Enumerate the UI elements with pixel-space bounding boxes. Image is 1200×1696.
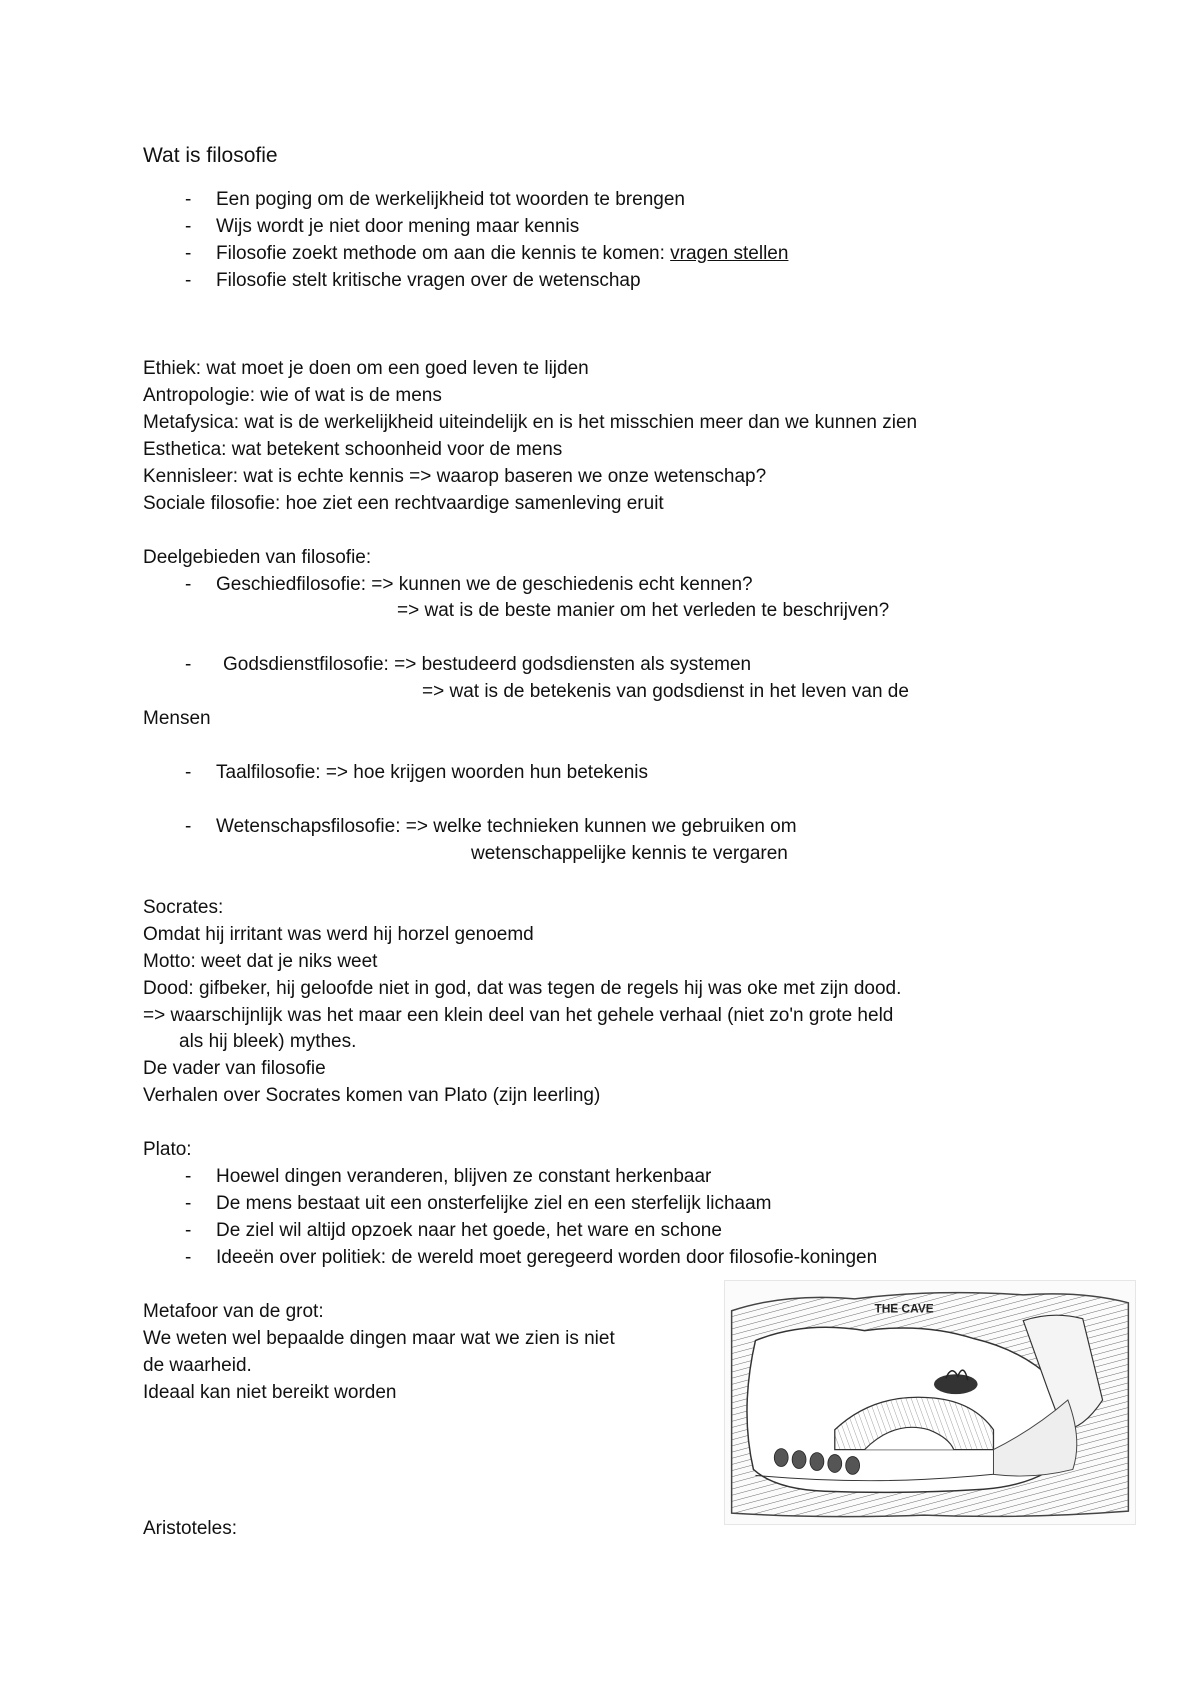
intro-bullet-text: Filosofie zoekt methode om aan die kennis te komen:	[216, 243, 671, 264]
branch-line: Metafysica: wat is de werkelijkheid uiteindelijk en is het misschien meer dan we kunnen zien	[143, 412, 918, 433]
deelgebied-line: Wetenschapsfilosofie: => welke technieken kunnen we gebruiken om	[216, 816, 797, 837]
socrates-line: De vader van filosofie	[143, 1058, 326, 1079]
branch-line: Antropologie: wie of wat is de mens	[143, 385, 442, 406]
deelgebied-line: Mensen	[143, 708, 211, 729]
intro-bullet: Wijs wordt je niet door mening maar kennis	[216, 216, 580, 237]
cave-illustration-icon	[724, 1280, 1136, 1525]
bullet-dash: -	[185, 574, 192, 595]
section-heading: Socrates:	[143, 897, 224, 918]
deelgebied-line: Godsdienstfilosofie: => bestudeerd godsdiensten als systemen	[223, 654, 752, 675]
grot-line: We weten wel bepaalde dingen maar wat we zien is niet	[143, 1328, 615, 1349]
socrates-line: Motto: weet dat je niks weet	[143, 951, 378, 972]
bullet-dash: -	[185, 216, 192, 237]
section-heading: Metafoor van de grot:	[143, 1301, 324, 1322]
bullet-dash: -	[185, 816, 192, 837]
deelgebied-line: Taalfilosofie: => hoe krijgen woorden hun betekenis	[216, 762, 649, 783]
grot-line: de waarheid.	[143, 1355, 252, 1376]
deelgebied-line: Geschiedfilosofie: => kunnen we de geschiedenis echt kennen?	[216, 574, 753, 595]
bullet-dash: -	[185, 1193, 192, 1214]
socrates-line: Verhalen over Socrates komen van Plato (zijn leerling)	[143, 1085, 601, 1106]
bullet-dash: -	[185, 270, 192, 291]
intro-bullet: Filosofie stelt kritische vragen over de wetenschap	[216, 270, 641, 291]
fire-shape	[934, 1374, 978, 1394]
bullet-dash: -	[185, 1220, 192, 1241]
section-heading: Deelgebieden van filosofie:	[143, 547, 372, 568]
socrates-line: Omdat hij irritant was werd hij horzel genoemd	[143, 924, 534, 945]
deelgebied-line: => wat is de beste manier om het verleden te beschrijven?	[397, 600, 890, 621]
branch-line: Sociale filosofie: hoe ziet een rechtvaardige samenleving eruit	[143, 493, 664, 514]
bullet-dash: -	[185, 1247, 192, 1268]
section-heading: Aristoteles:	[143, 1518, 237, 1539]
section-heading: Plato:	[143, 1139, 192, 1160]
underlined-phrase: vragen stellen	[670, 243, 789, 264]
plato-bullet: Ideeën over politiek: de wereld moet geregeerd worden door filosofie-koningen	[216, 1247, 878, 1268]
cave-drawing	[725, 1281, 1135, 1524]
plato-bullet: De ziel wil altijd opzoek naar het goede, het ware en schone	[216, 1220, 722, 1241]
bullet-dash: -	[185, 1166, 192, 1187]
cave-label: THE CAVE	[874, 1301, 934, 1316]
deelgebied-line: => wat is de betekenis van godsdienst in het leven van de	[422, 681, 909, 702]
bullet-dash: -	[185, 189, 192, 210]
bullet-dash: -	[185, 762, 192, 783]
plato-bullet: De mens bestaat uit een onsterfelijke ziel en een sterfelijk lichaam	[216, 1193, 772, 1214]
intro-bullet: Een poging om de werkelijkheid tot woorden te brengen	[216, 189, 685, 210]
bullet-dash: -	[185, 243, 192, 264]
intro-bullet	[216, 242, 788, 266]
branch-line: Ethiek: wat moet je doen om een goed leven te lijden	[143, 358, 589, 379]
branch-line: Kennisleer: wat is echte kennis => waarop baseren we onze wetenschap?	[143, 466, 767, 487]
grot-line: Ideaal kan niet bereikt worden	[143, 1382, 397, 1403]
socrates-line: als hij bleek) mythes.	[179, 1031, 357, 1052]
bullet-dash: -	[185, 654, 192, 675]
socrates-line: Dood: gifbeker, hij geloofde niet in god, dat was tegen de regels hij was oke met zijn dood.	[143, 978, 902, 999]
deelgebied-line: wetenschappelijke kennis te vergaren	[471, 843, 788, 864]
socrates-line: => waarschijnlijk was het maar een klein deel van het gehele verhaal (niet zo'n grote held	[143, 1005, 894, 1026]
page-title: Wat is filosofie	[143, 144, 278, 167]
plato-bullet: Hoewel dingen veranderen, blijven ze constant herkenbaar	[216, 1166, 712, 1187]
branch-line: Esthetica: wat betekent schoonheid voor de mens	[143, 439, 563, 460]
